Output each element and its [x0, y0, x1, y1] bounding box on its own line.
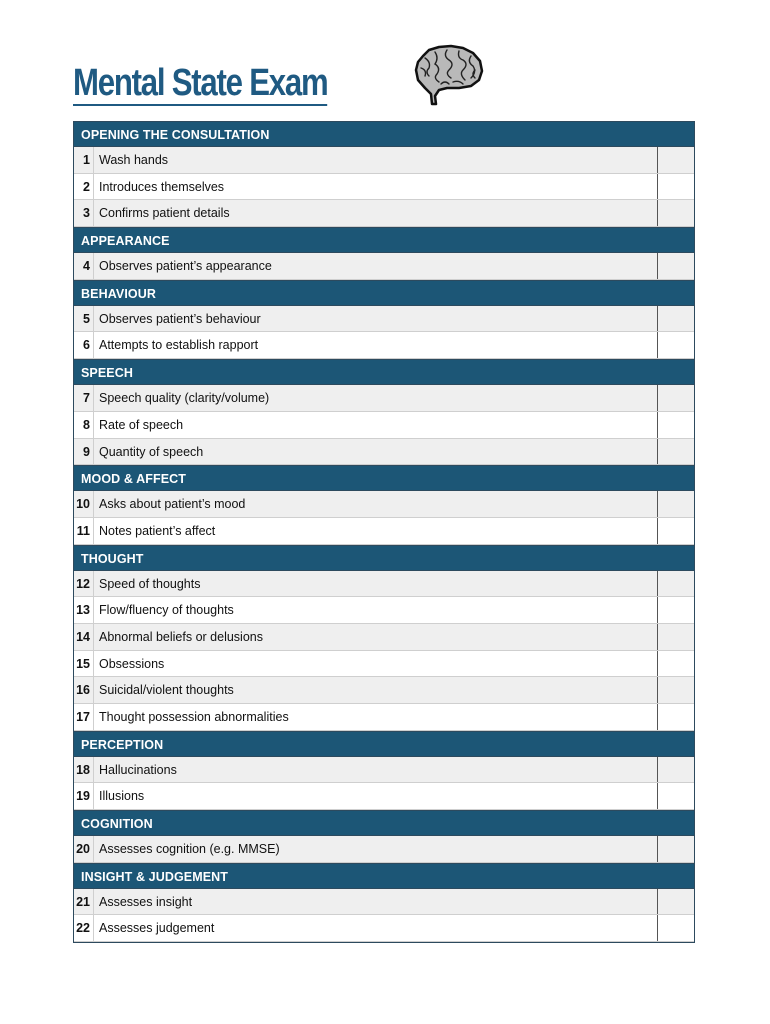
section-heading: BEHAVIOUR: [74, 280, 694, 306]
item-number: 16: [74, 677, 94, 703]
section-heading: SPEECH: [74, 359, 694, 385]
score-checkbox[interactable]: [657, 439, 694, 465]
item-number: 8: [74, 412, 94, 438]
section-heading: THOUGHT: [74, 545, 694, 571]
section-heading: OPENING THE CONSULTATION: [74, 121, 694, 147]
item-label: Assesses cognition (e.g. MMSE): [99, 842, 280, 857]
item-number: 7: [74, 385, 94, 411]
item-number: 11: [74, 518, 94, 544]
section-heading: PERCEPTION: [74, 731, 694, 757]
checklist-row: [74, 147, 694, 174]
score-checkbox[interactable]: [657, 597, 694, 623]
item-label: Assesses judgement: [99, 921, 215, 936]
score-checkbox[interactable]: [657, 836, 694, 862]
checklist-row: [74, 200, 694, 227]
score-checkbox[interactable]: [657, 783, 694, 809]
item-number: 14: [74, 624, 94, 650]
checklist-row: [74, 836, 694, 863]
item-number: 21: [74, 889, 94, 915]
score-checkbox[interactable]: [657, 677, 694, 703]
item-number: 17: [74, 704, 94, 730]
item-label: Asks about patient’s mood: [99, 497, 246, 512]
item-number: 2: [74, 174, 94, 200]
item-label: Illusions: [99, 789, 145, 804]
checklist-row: [74, 491, 694, 518]
section-heading: APPEARANCE: [74, 227, 694, 253]
score-checkbox[interactable]: [657, 385, 694, 411]
page-title: Mental State Exam: [73, 62, 328, 104]
score-checkbox[interactable]: [657, 332, 694, 358]
checklist-row: [74, 597, 694, 624]
checklist-row: [74, 783, 694, 810]
item-number: 15: [74, 651, 94, 677]
checklist-row: [74, 306, 694, 333]
item-label: Quantity of speech: [99, 444, 204, 459]
score-checkbox[interactable]: [657, 200, 694, 226]
checklist-row: [74, 915, 694, 942]
item-number: 5: [74, 306, 94, 332]
score-checkbox[interactable]: [657, 889, 694, 915]
item-label: Suicidal/violent thoughts: [99, 683, 234, 698]
checklist-row: [74, 704, 694, 731]
checklist-row: [74, 889, 694, 916]
score-checkbox[interactable]: [657, 704, 694, 730]
item-label: Observes patient’s appearance: [99, 259, 272, 274]
score-checkbox[interactable]: [657, 624, 694, 650]
score-checkbox[interactable]: [657, 412, 694, 438]
score-checkbox[interactable]: [657, 491, 694, 517]
item-label: Assesses insight: [99, 894, 193, 909]
item-label: Obsessions: [99, 656, 165, 671]
checklist-table: [73, 121, 695, 943]
item-label: Wash hands: [99, 153, 169, 167]
score-checkbox[interactable]: [657, 147, 694, 173]
checklist-row: [74, 651, 694, 678]
score-checkbox[interactable]: [657, 306, 694, 332]
section-heading: COGNITION: [74, 810, 694, 836]
item-number: 18: [74, 757, 94, 783]
score-checkbox[interactable]: [657, 651, 694, 677]
item-number: 4: [74, 253, 94, 279]
brain-icon: [413, 44, 485, 106]
item-label: Notes patient’s affect: [99, 523, 216, 538]
item-number: 1: [74, 147, 94, 173]
item-label: Thought possession abnormalities: [99, 710, 289, 724]
checklist-row: [74, 677, 694, 704]
item-number: 10: [74, 491, 94, 517]
score-checkbox[interactable]: [657, 757, 694, 783]
section-heading: MOOD & AFFECT: [74, 465, 694, 491]
item-label: Rate of speech: [99, 417, 184, 432]
checklist-row: [74, 518, 694, 545]
score-checkbox[interactable]: [657, 915, 694, 941]
score-checkbox[interactable]: [657, 518, 694, 544]
score-checkbox[interactable]: [657, 253, 694, 279]
item-label: Speed of thoughts: [99, 576, 201, 591]
item-label: Attempts to establish rapport: [99, 338, 259, 353]
item-label: Abnormal beliefs or delusions: [99, 629, 263, 644]
item-number: 3: [74, 200, 94, 226]
score-checkbox[interactable]: [657, 174, 694, 200]
checklist-row: [74, 624, 694, 651]
item-label: Introduces themselves: [99, 179, 225, 194]
item-number: 12: [74, 571, 94, 597]
item-label: Observes patient’s behaviour: [99, 311, 261, 326]
item-label: Confirms patient details: [99, 206, 230, 221]
checklist-row: [74, 174, 694, 201]
item-label: Speech quality (clarity/volume): [99, 391, 270, 406]
item-number: 9: [74, 439, 94, 465]
score-checkbox[interactable]: [657, 571, 694, 597]
item-label: Flow/fluency of thoughts: [99, 603, 234, 618]
item-number: 20: [74, 836, 94, 862]
item-label: Hallucinations: [99, 762, 177, 777]
checklist-row: [74, 571, 694, 598]
checklist-row: [74, 439, 694, 466]
item-number: 19: [74, 783, 94, 809]
checklist-row: [74, 757, 694, 784]
item-number: 6: [74, 332, 94, 358]
checklist-row: [74, 332, 694, 359]
checklist-row: [74, 253, 694, 280]
item-number: 13: [74, 597, 94, 623]
checklist-row: [74, 412, 694, 439]
section-heading: INSIGHT & JUDGEMENT: [74, 863, 694, 889]
checklist-row: [74, 385, 694, 412]
item-number: 22: [74, 915, 94, 941]
